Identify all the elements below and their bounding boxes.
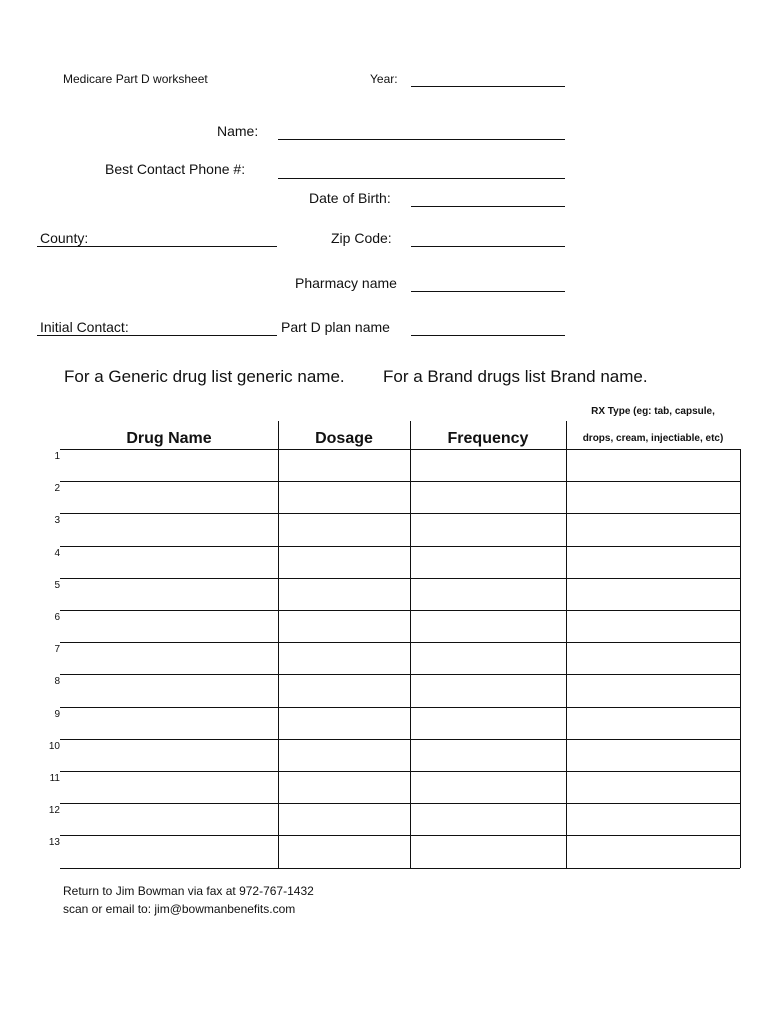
pharmacy-field[interactable]	[411, 291, 565, 292]
rx-type-cell[interactable]	[567, 675, 739, 705]
frequency-cell[interactable]	[411, 482, 565, 512]
rx-type-cell[interactable]	[567, 836, 739, 866]
initial-contact-label: Initial Contact:	[40, 319, 129, 335]
dob-label: Date of Birth:	[309, 190, 391, 206]
drug-name-cell[interactable]	[61, 579, 277, 609]
row-number: 2	[54, 483, 60, 495]
drug-name-cell[interactable]	[61, 611, 277, 641]
dosage-cell[interactable]	[279, 450, 409, 480]
column-header-drug-name: Drug Name	[126, 430, 212, 447]
dosage-cell[interactable]	[279, 579, 409, 609]
year-field[interactable]	[411, 86, 565, 87]
row-number: 7	[54, 644, 60, 656]
footer-return-line: Return to Jim Bowman via fax at 972-767-1432	[63, 884, 314, 898]
frequency-cell[interactable]	[411, 675, 565, 705]
drug-name-cell[interactable]	[61, 804, 277, 834]
row-number: 8	[54, 676, 60, 688]
drug-name-cell[interactable]	[61, 836, 277, 866]
drug-name-cell[interactable]	[61, 772, 277, 802]
row-number: 1	[54, 451, 60, 462]
rx-type-cell[interactable]	[567, 547, 739, 577]
phone-label: Best Contact Phone #:	[105, 161, 246, 177]
rx-type-cell[interactable]	[567, 579, 739, 609]
footer-email-line: scan or email to: jim@bowmanbenefits.com	[63, 902, 296, 916]
column-header-dosage: Dosage	[315, 430, 373, 447]
name-label: Name:	[217, 123, 259, 139]
frequency-cell[interactable]	[411, 514, 565, 544]
rx-type-cell[interactable]	[567, 772, 739, 802]
row-number: 13	[48, 837, 60, 849]
row-number: 10	[48, 740, 60, 752]
dosage-cell[interactable]	[279, 611, 409, 641]
rx-type-cell[interactable]	[567, 482, 739, 512]
frequency-cell[interactable]	[411, 804, 565, 834]
zip-label: Zip Code:	[331, 230, 392, 246]
drug-name-cell[interactable]	[61, 643, 277, 673]
rx-type-cell[interactable]	[567, 450, 739, 480]
county-field[interactable]	[37, 246, 277, 247]
frequency-cell[interactable]	[411, 643, 565, 673]
brand-instruction: For a Brand drugs list Brand name.	[383, 367, 648, 386]
frequency-cell[interactable]	[411, 547, 565, 577]
drug-name-cell[interactable]	[61, 482, 277, 512]
zip-field[interactable]	[411, 246, 565, 247]
column-divider	[740, 449, 741, 868]
plan-field[interactable]	[411, 335, 565, 336]
frequency-cell[interactable]	[411, 836, 565, 866]
rx-type-cell[interactable]	[567, 514, 739, 544]
dosage-cell[interactable]	[279, 482, 409, 512]
dosage-cell[interactable]	[279, 804, 409, 834]
plan-label: Part D plan name	[281, 319, 390, 335]
table-row	[60, 868, 740, 869]
phone-field[interactable]	[278, 178, 565, 179]
row-number: 6	[54, 612, 60, 623]
dosage-cell[interactable]	[279, 514, 409, 544]
row-number: 4	[54, 547, 60, 559]
frequency-cell[interactable]	[411, 772, 565, 802]
generic-instruction: For a Generic drug list generic name.	[64, 367, 345, 386]
column-header-frequency: Frequency	[447, 430, 529, 447]
rx-type-cell[interactable]	[567, 740, 739, 770]
row-number: 9	[54, 708, 60, 720]
dosage-cell[interactable]	[279, 547, 409, 577]
rx-type-cell[interactable]	[567, 643, 739, 673]
initial-contact-field[interactable]	[37, 335, 277, 336]
row-number: 11	[49, 773, 60, 784]
frequency-cell[interactable]	[411, 611, 565, 641]
frequency-cell[interactable]	[411, 450, 565, 480]
form-title: Medicare Part D worksheet	[63, 72, 208, 86]
row-number: 12	[48, 805, 60, 817]
column-header-rx-type-line2: drops, cream, injectiable, etc)	[582, 433, 724, 444]
rx-type-cell[interactable]	[567, 611, 739, 641]
year-label: Year:	[370, 72, 398, 86]
dosage-cell[interactable]	[279, 708, 409, 738]
frequency-cell[interactable]	[411, 740, 565, 770]
row-number: 3	[54, 515, 60, 527]
drug-name-cell[interactable]	[61, 740, 277, 770]
pharmacy-label: Pharmacy name	[295, 275, 397, 291]
dob-field[interactable]	[411, 206, 565, 207]
drug-name-cell[interactable]	[61, 675, 277, 705]
drug-name-cell[interactable]	[61, 708, 277, 738]
name-field[interactable]	[278, 139, 565, 140]
frequency-cell[interactable]	[411, 579, 565, 609]
dosage-cell[interactable]	[279, 675, 409, 705]
dosage-cell[interactable]	[279, 643, 409, 673]
rx-type-cell[interactable]	[567, 804, 739, 834]
drug-name-cell[interactable]	[61, 547, 277, 577]
dosage-cell[interactable]	[279, 772, 409, 802]
rx-type-cell[interactable]	[567, 708, 739, 738]
dosage-cell[interactable]	[279, 836, 409, 866]
county-label: County:	[40, 230, 89, 246]
frequency-cell[interactable]	[411, 708, 565, 738]
row-number: 5	[54, 579, 60, 591]
drug-name-cell[interactable]	[61, 450, 277, 480]
dosage-cell[interactable]	[279, 740, 409, 770]
column-header-rx-type-line1: RX Type (eg: tab, capsule,	[591, 406, 715, 417]
drug-name-cell[interactable]	[61, 514, 277, 544]
